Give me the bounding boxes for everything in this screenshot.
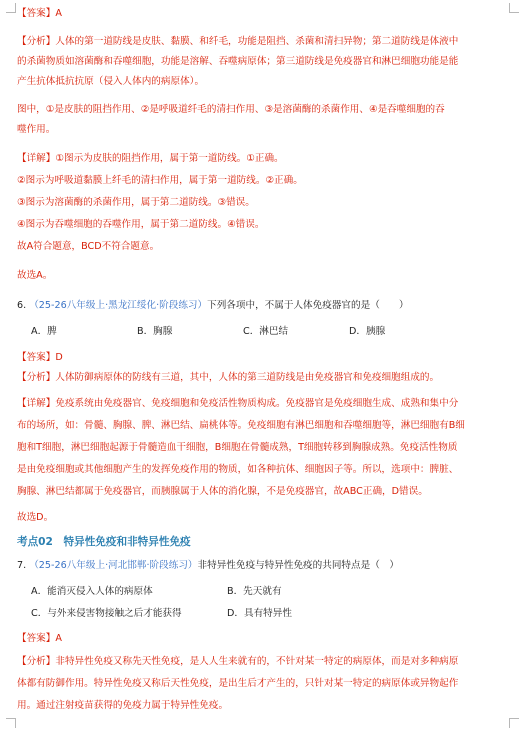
detail-line: 故A符合题意，BCD不符合题意。 <box>17 241 160 252</box>
analysis-line: 【分析】人体的第一道防线是皮肤、黏膜、和纤毛，功能是阻挡、杀菌和清扫异物；第二道防线是体液中 <box>17 36 459 47</box>
analysis-line: 产生抗体抵抗抗原（侵入人体内的病原体）。 <box>17 76 205 87</box>
page-corner-mark <box>509 718 519 728</box>
option-a: A．脾 <box>31 326 57 337</box>
analysis-line: 用。通过注射疫苗获得的免疫力属于特异性免疫。 <box>17 700 229 711</box>
option-d: D．具有特异性 <box>227 608 292 619</box>
question-stem: 下列各项中，不属于人体免疫器官的是（ ） <box>207 300 409 311</box>
question-stem: 非特异性免疫与特异性免疫的共同特点是（ ） <box>197 560 399 571</box>
option-c: C．与外来侵害物接触之后才能获得 <box>31 608 182 619</box>
page-corner-mark <box>6 3 16 13</box>
analysis-line: 噬作用。 <box>17 124 56 135</box>
question-source: （25-26八年级上·黑龙江绥化·阶段练习） <box>29 300 208 311</box>
detail-line: 是由免疫细胞或其他细胞产生的发挥免疫作用的物质，如各种抗体、细胞因子等。所以，选项中：脾脏、 <box>17 464 459 475</box>
option-d: D．胰腺 <box>349 326 386 337</box>
option-b: B．先天就有 <box>227 586 282 597</box>
detail-line: ③图示为溶菌酶的杀菌作用，属于第二道防线。③错误。 <box>17 197 255 208</box>
detail-line: 【详解】免疫系统由免疫器官、免疫细胞和免疫活性物质构成。免疫器官是免疫细胞生成、成熟和集中分 <box>17 398 459 409</box>
section-heading: 考点02 特异性免疫和非特异性免疫 <box>17 536 191 548</box>
question-number: 7. <box>17 560 27 571</box>
detail-line: 布的场所，如：骨髓、胸腺、脾、淋巴结、扁桃体等。免疫细胞有淋巴细胞和吞噬细胞等，淋巴细胞有B细 <box>17 420 465 431</box>
option-c: C．淋巴结 <box>243 326 289 337</box>
detail-line: ④图示为吞噬细胞的吞噬作用，属于第二道防线。④错误。 <box>17 219 265 230</box>
answer-label: 【答案】A <box>17 633 62 644</box>
question-6 <box>17 299 511 313</box>
answer-label: 【答案】A <box>17 8 62 19</box>
analysis-line: 图中，①是皮肤的阻挡作用、②是呼吸道纤毛的清扫作用、③是溶菌酶的杀菌作用、④是吞噬细胞的吞 <box>17 104 445 115</box>
question-7 <box>17 559 511 573</box>
choice-conclusion: 故选A。 <box>17 270 53 281</box>
detail-line: 【详解】①图示为皮肤的阻挡作用，属于第一道防线。①正确。 <box>17 153 284 164</box>
choice-conclusion: 故选D。 <box>17 512 54 523</box>
detail-line: 胸腺、淋巴结都属于免疫器官，而胰腺属于人体的消化腺，不是免疫器官，故ABC正确，D错误。 <box>17 486 428 497</box>
answer-label: 【答案】D <box>17 352 63 363</box>
detail-line: 胞和T细胞，淋巴细胞起源于骨髓造血干细胞，B细胞在骨髓成熟，T细胞转移到胸腺成熟。免疫活性物质 <box>17 442 458 453</box>
option-b: B．胸腺 <box>137 326 173 337</box>
option-a: A．能消灭侵入人体的病原体 <box>31 586 153 597</box>
analysis-line: 【分析】人体防御病原体的防线有三道，其中，人体的第三道防线是由免疫器官和免疫细胞组成的。 <box>17 372 440 383</box>
question-source: （25-26八年级上·河北邯郸·阶段练习） <box>29 560 198 571</box>
analysis-line: 体都有防御作用。特异性免疫又称后天性免疫，是出生后才产生的，只针对某一特定的病原体或异物起作 <box>17 678 459 689</box>
page-corner-mark <box>6 718 16 728</box>
analysis-line: 的杀菌物质如溶菌酶和吞噬细胞，功能是溶解、吞噬病原体；第三道防线是免疫器官和淋巴细胞功能是能 <box>17 56 459 67</box>
detail-line: ②图示为呼吸道黏膜上纤毛的清扫作用，属于第一道防线。②正确。 <box>17 175 303 186</box>
analysis-line: 【分析】非特异性免疫又称先天性免疫，是人人生来就有的，不针对某一特定的病原体，而是对多种病原 <box>17 656 459 667</box>
question-number: 6. <box>17 300 27 311</box>
